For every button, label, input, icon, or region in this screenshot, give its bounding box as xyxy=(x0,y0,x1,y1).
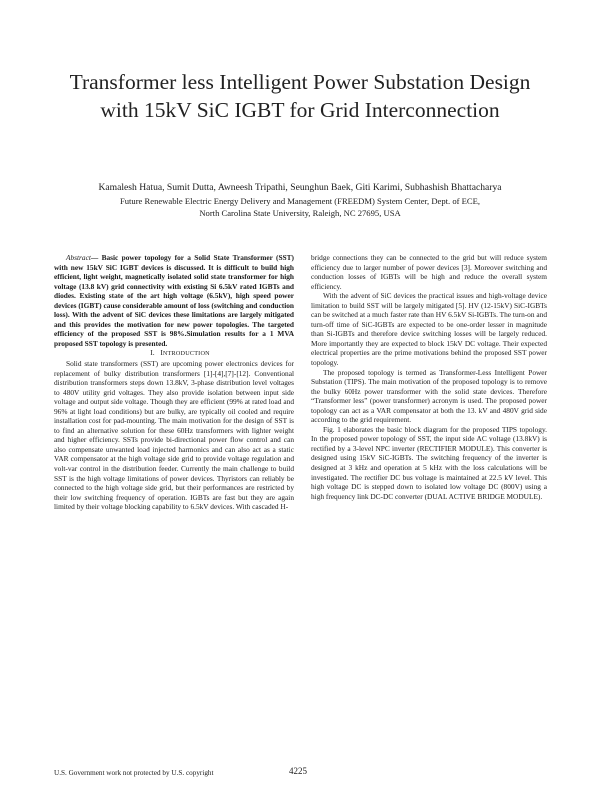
body-paragraph-fig1: Fig. 1 elaborates the basic block diagram for the proposed TIPS topology. In the proposed power topology of SST, the input side AC voltage (13.8kV) is rectified by a 3-level NPC inverter (RECTIFIER MODULE). This converter is designed using 15kV SiC-IGBTs. The switching frequency of the inverter is designed at 3 kHz and operation at 5 kHz with the loss calculations will be investigated. The rectifier DC bus voltage is maintained at 22.5 kV level. This high voltage DC is stepped down to isolated low voltage DC (800V) using a high frequency link DC-DC converter (DUAL ACTIVE BRIDGE MODULE). xyxy=(311,424,547,501)
abstract xyxy=(54,253,294,348)
copyright-notice: U.S. Government work not protected by U.S. copyright xyxy=(54,769,214,777)
section-number: I. xyxy=(150,348,155,358)
affiliation-line-1: Future Renewable Electric Energy Delivery and Management (FREEDM) System Center, Dept. of ECE, xyxy=(119,196,481,206)
body-paragraph-continued: bridge connections they can be connected to the grid but will reduce system efficiency due to larger number of power devices [3]. Moreover switching and conduction losses of IGBTs will be high and reduce the overall system efficiency. xyxy=(311,253,547,291)
affiliation xyxy=(0,196,600,219)
abstract-text: — Basic power topology for a Solid State Transformer (SST) with new 15kV SiC IGBT devices is discussed. It is difficult to build high efficient, light weight, magnetically isolated solid state transformer for high voltage (13.8 kV) grid connectivity with existing Si 6.5kV rated IGBTs and diodes. Existing state of the art high voltage (6.5kV), high speed power devices (IGBT) cause considerable amount of loss (switching and conduction loss). With the advent of SiC devices these limitations are largely mitigated and this provides the motivation for new power topologies. The targeted efficiency of the proposed SST is 98%.Simulation results for a 1 MVA proposed SST topology is presented. xyxy=(54,253,294,348)
title-line-2: with 15kV SiC IGBT for Grid Interconnection xyxy=(100,98,500,122)
author-list: Kamalesh Hatua, Sumit Dutta, Awneesh Tripathi, Seunghun Baek, Giti Karimi, Subhashish Bhattacharya xyxy=(98,182,502,193)
intro-paragraph-1: Solid state transformers (SST) are upcoming power electronics devices for replacement of bulky distribution transformers [1]-[4],[7]-[12]. Conventional distribution transformers steps down 13.8kV, 3-phase distribution level voltages to 480V utility grid voltages. They also provide isolation between input side voltage and output side voltage. Though they are efficient (99% at rated load and 96% at light load conditions) but are bulky, are typically oil cooled and require installation cost for pad-mounting. The main motivation for the design of SST is to find an alternative solution for these 60Hz transformers with lighter weight and higher efficiency. SSTs provide bi-directional power flow control and can also compensate unwanted load injected harmonics and can also act as a static VAR compensator at the high voltage side grid to provide voltage regulation and volt-var control in the distribution feeder. Currently the main challenge to build SST is the high voltage limitations of power devices. Thyristors can reliably be connected to the high voltage side grid, but their performances are restricted by their low switching frequency of operation. IGBTs are fast but they are again limited by their voltage blocking capability to 6.5kV devices. With cascaded H- xyxy=(54,359,294,512)
body-paragraph-tips: The proposed topology is termed as Transformer-Less Intelligent Power Substation (TIPS). The main motivation of the proposed topology is to remove the bulky 60Hz power transformer with the solid state devices. Therefore “Transformer less” (power transformer) acronym is used. The proposed power topology can act as a VAR compensator at both the 13. kV and 480V grid side according to the grid requirement. xyxy=(311,367,547,425)
section-title-initial: I xyxy=(160,348,163,358)
right-column xyxy=(311,253,547,501)
title-line-1: Transformer less Intelligent Power Substation Design xyxy=(69,70,531,94)
section-heading-introduction xyxy=(54,348,294,359)
body-paragraph-sic: With the advent of SiC devices the practical issues and high-voltage device limitation to build SST will be largely mitigated [5]. HV (12-15kV) SiC-IGBTs can be switched at a much faster rate than HV 6.5kV Si-IGBTs. The turn-on and turn-off time of SiC-IGBTs are expected to be one-order lesser in magnitude than Si-IGBTs and therefore device switching losses will be largely reduced. More importantly they are expected to block 15kV DC voltage. Their expected electrical properties are the prime motivations behind the proposed SST power topology. xyxy=(311,291,547,368)
section-title-rest: NTRODUCTION xyxy=(162,350,210,358)
paper-title xyxy=(0,68,600,124)
affiliation-line-2: North Carolina State University, Raleigh, NC 27695, USA xyxy=(199,207,401,218)
left-column xyxy=(54,253,294,512)
page-number: 4225 xyxy=(289,766,307,776)
abstract-label: Abstract xyxy=(66,253,91,262)
